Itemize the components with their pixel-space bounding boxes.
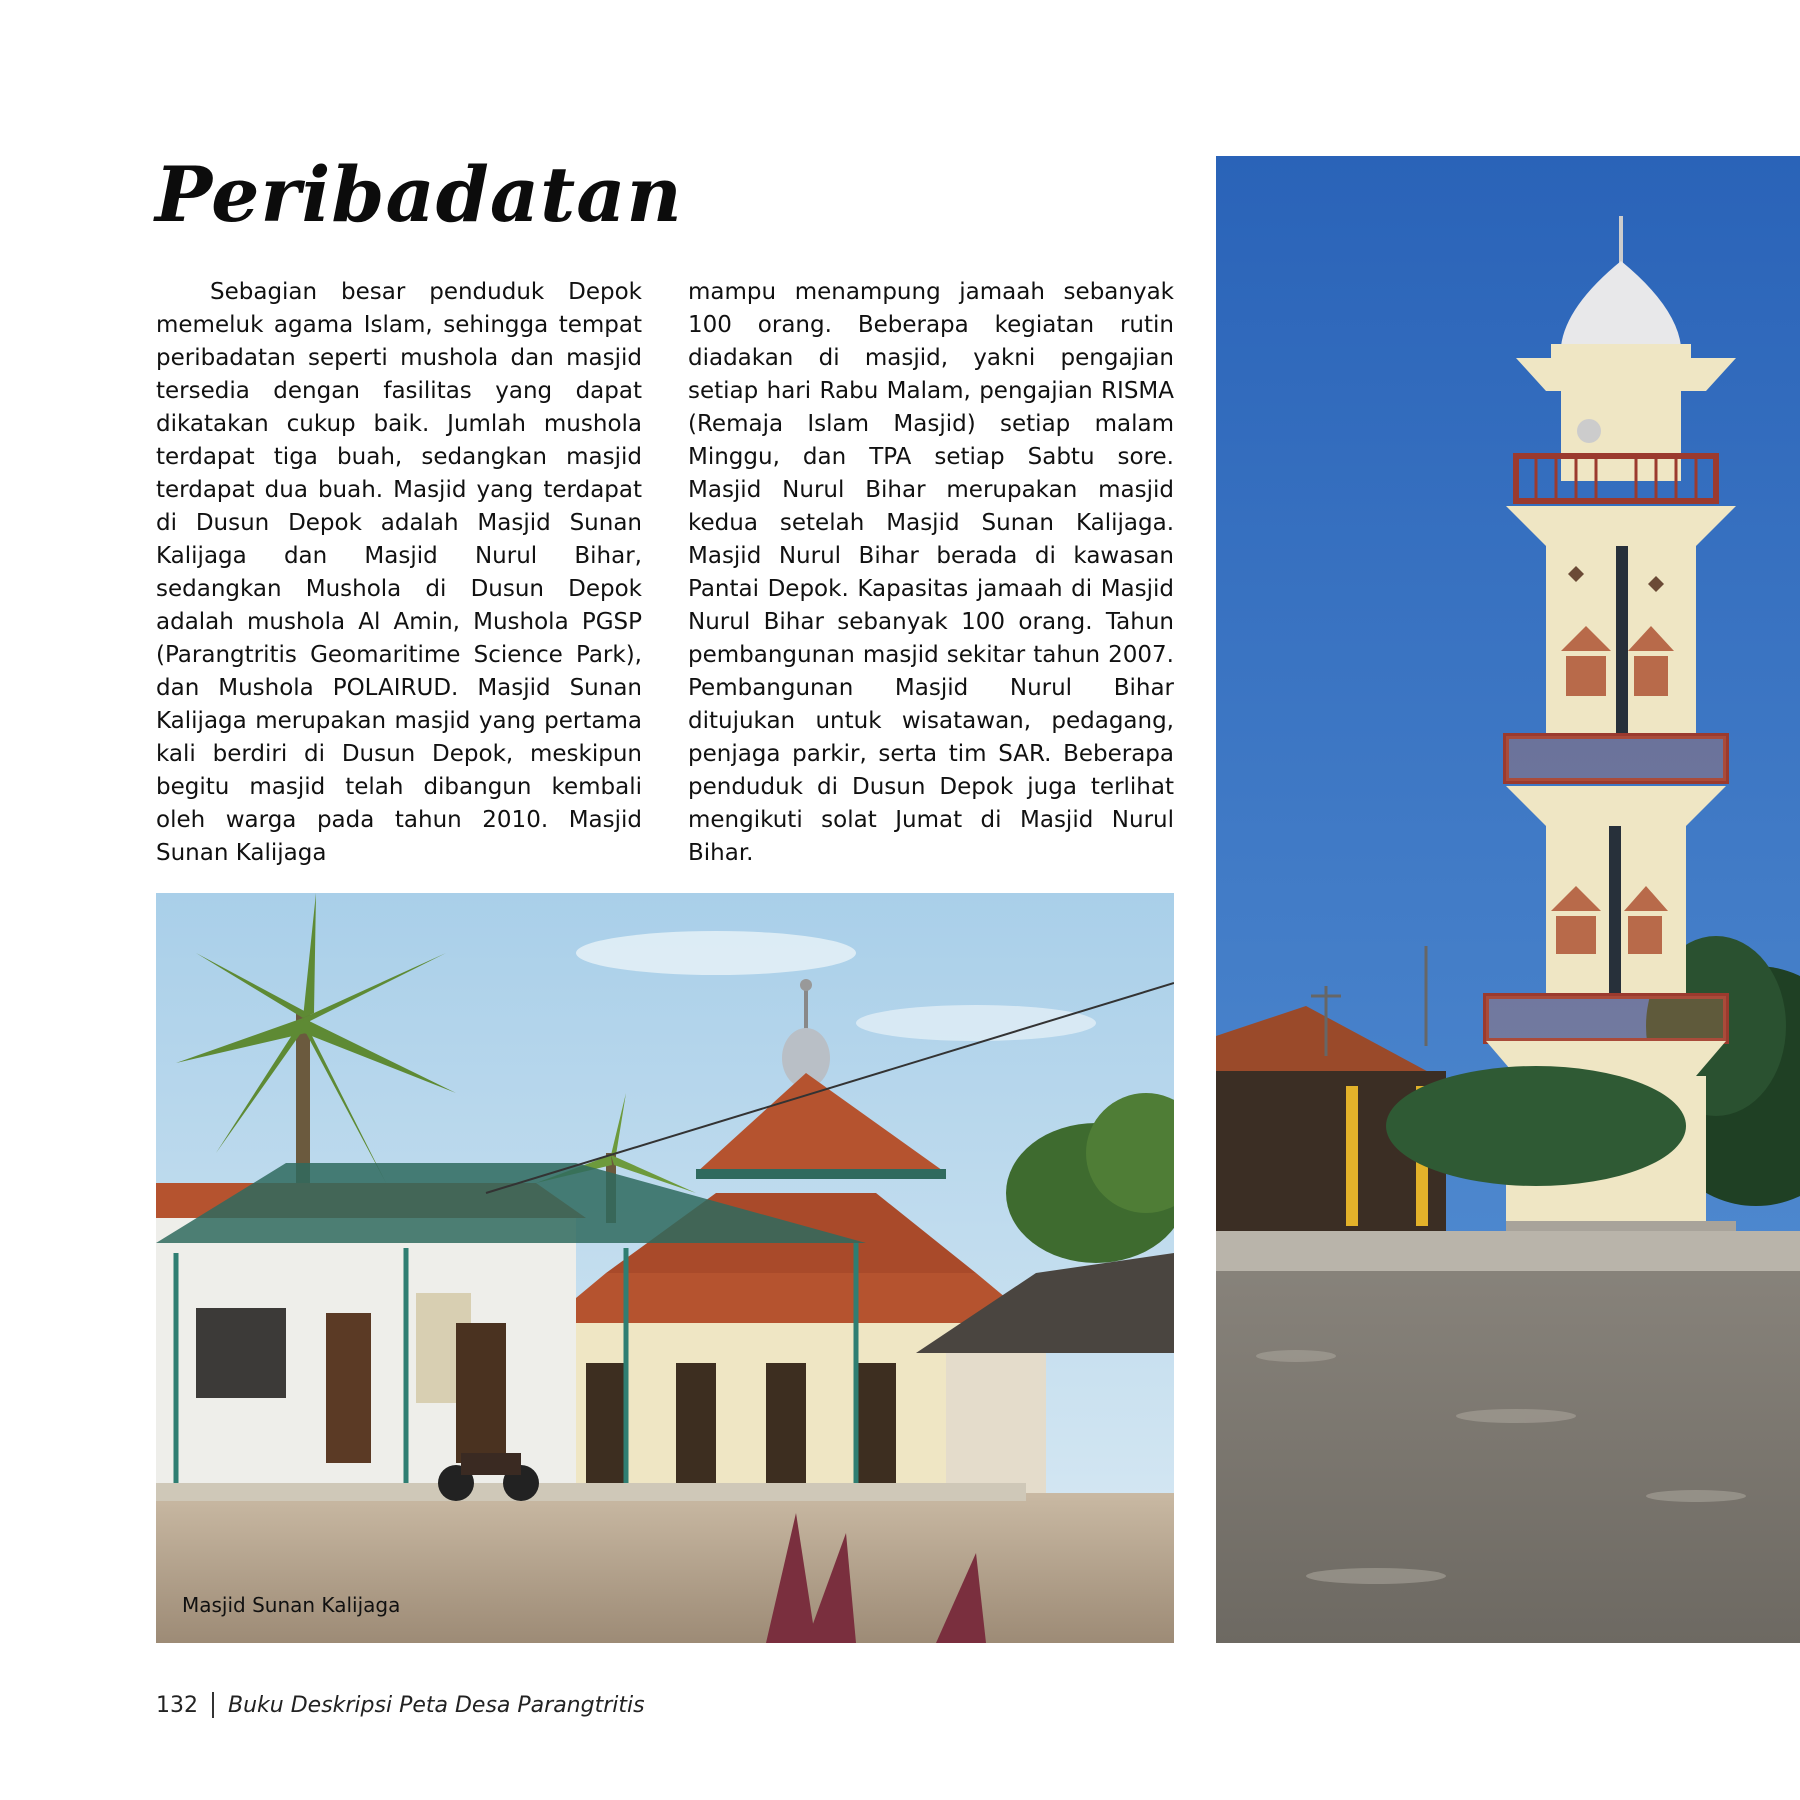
- mosque-illustration: [156, 893, 1174, 1643]
- body-paragraph-right: mampu menampung jamaah sebanyak 100 orang. Beberapa kegiatan rutin diadakan di masjid, yakni pengajian setiap hari Rabu Malam, pengajian RISMA (Remaja Islam Masjid) setiap malam Minggu, dan TPA setiap Sabtu sore. Masjid Nurul Bihar merupakan masjid kedua setelah Masjid Sunan Kalijaga. Masjid Nurul Bihar berada di kawasan Pantai Depok. Kapasitas jamaah di Masjid Nurul Bihar sebanyak 100 orang. Tahun pembangunan masjid sekitar tahun 2007. Pembangunan Masjid Nurul Bihar ditujukan untuk wisatawan, pedagang, penjaga parkir, serta tim SAR. Beberapa penduduk di Dusun Depok juga terlihat mengikuti solat Jumat di Masjid Nurul Bihar.: [688, 279, 1174, 866]
- photo-masjid-nurul-bihar-tower: [1216, 156, 1800, 1643]
- body-text-column-left: [156, 276, 642, 870]
- page-footer: [156, 1692, 645, 1718]
- body-paragraph-left: Sebagian besar penduduk Depok memeluk agama Islam, sehingga tempat peribadatan seperti mushola dan masjid tersedia dengan fasilitas yang dapat dikatakan cukup baik. Jumlah mushola terdapat tiga buah, sedangkan masjid terdapat dua buah. Masjid yang terdapat di Dusun Depok adalah Masjid Sunan Kalijaga dan Masjid Nurul Bihar, sedangkan Mushola di Dusun Depok adalah mushola Al Amin, Mushola PGSP (Parangtritis Geomaritime Science Park), dan Mushola POLAIRUD. Masjid Sunan Kalijaga merupakan masjid yang pertama kali berdiri di Dusun Depok, meskipun begitu masjid telah dibangun kembali oleh warga pada tahun 2010. Masjid Sunan Kalijaga: [156, 279, 642, 866]
- photo-caption: Masjid Sunan Kalijaga: [182, 1593, 401, 1617]
- page-number: 132: [156, 1692, 198, 1718]
- photo-masjid-sunan-kalijaga: [156, 893, 1174, 1643]
- page-title: Peribadatan: [155, 150, 683, 239]
- book-title: Buku Deskripsi Peta Desa Parangtritis: [228, 1692, 645, 1718]
- body-text-column-right: [688, 276, 1174, 870]
- tower-illustration: [1216, 156, 1800, 1643]
- footer-divider: [212, 1692, 214, 1718]
